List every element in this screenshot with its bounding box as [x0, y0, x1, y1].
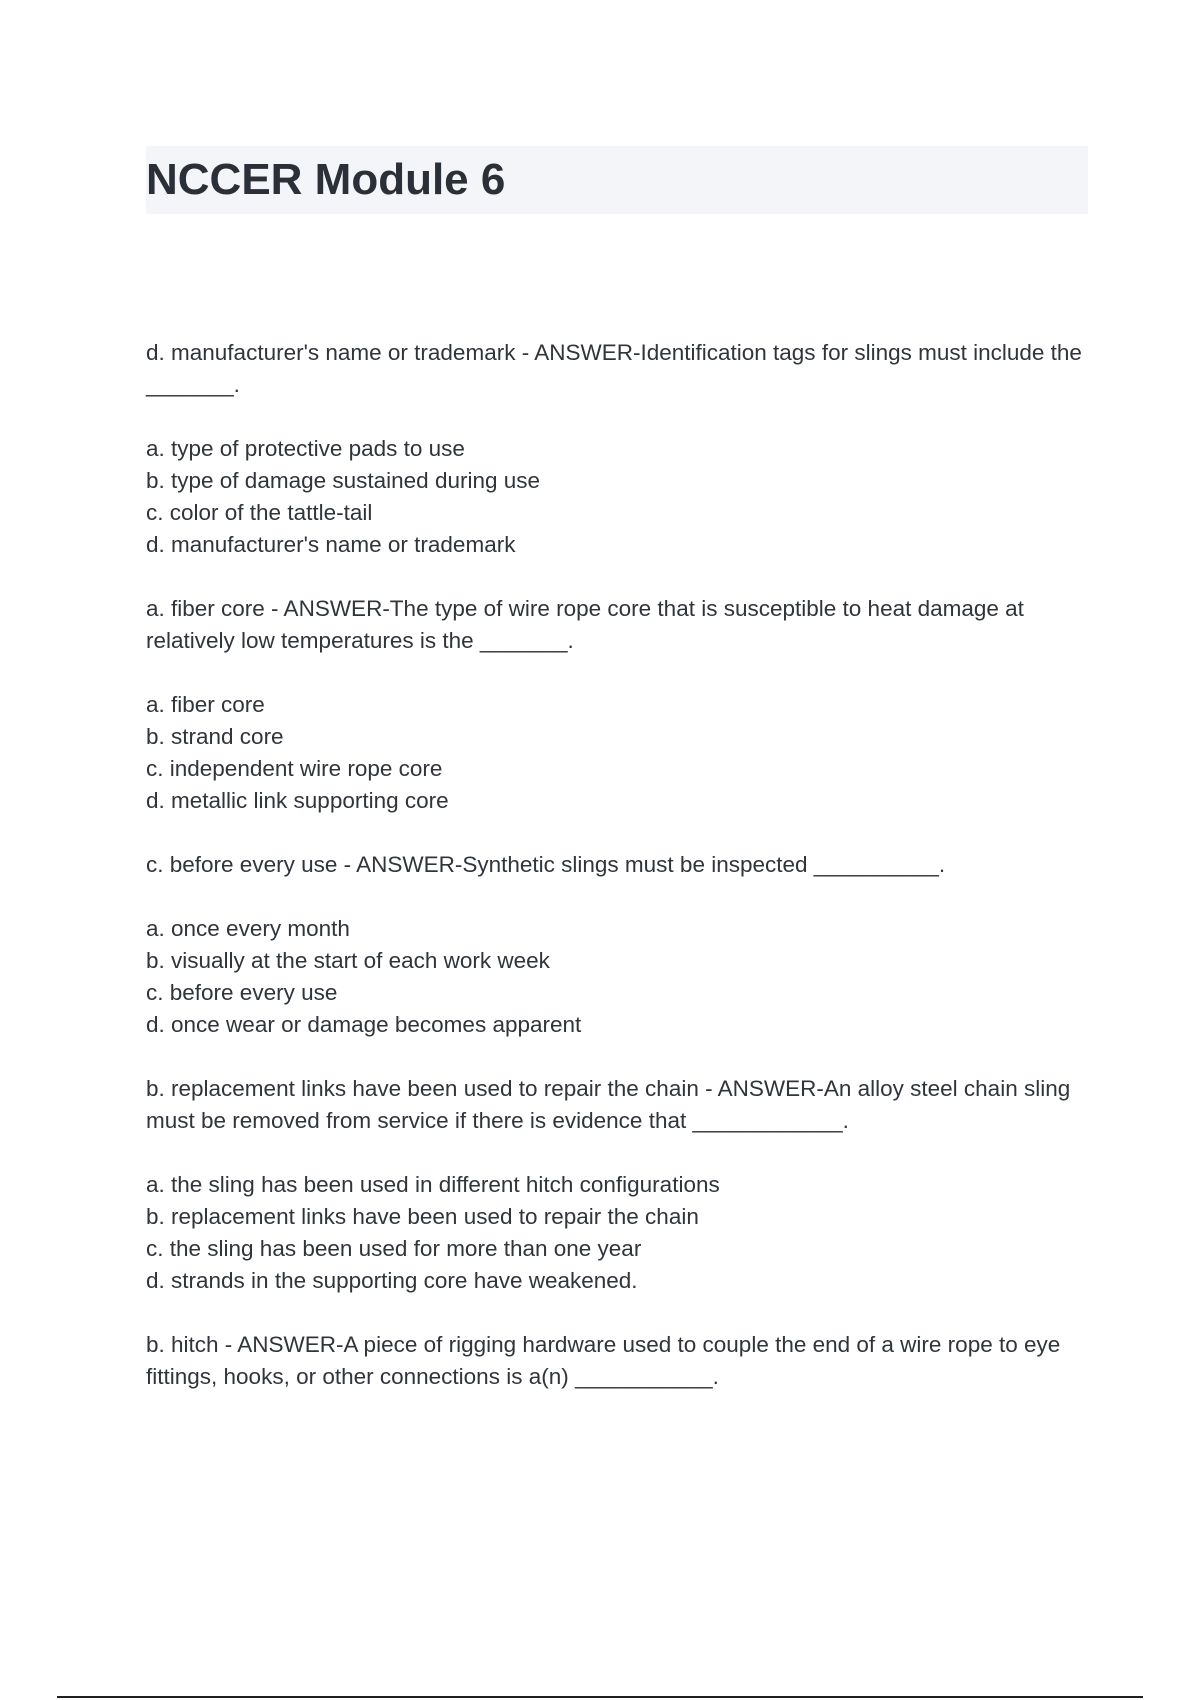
option-item: c. color of the tattle-tail [146, 500, 373, 525]
question-answer-text: a. fiber core - ANSWER-The type of wire rope core that is susceptible to heat damage at relatively low temperatures is the _______. [146, 596, 1024, 653]
question-answer-text: b. replacement links have been used to repair the chain - ANSWER-An alloy steel chain sling must be removed from service if there is evidence that ____________. [146, 1076, 1071, 1133]
option-item: a. type of protective pads to use [146, 436, 465, 461]
option-item: c. independent wire rope core [146, 756, 443, 781]
option-item: a. the sling has been used in different hitch configurations [146, 1172, 720, 1197]
option-list [146, 689, 1096, 817]
option-item: c. the sling has been used for more than one year [146, 1236, 642, 1261]
option-item: b. visually at the start of each work week [146, 948, 550, 973]
question-block [146, 849, 1096, 1041]
footer-divider [57, 1696, 1143, 1698]
question-answer-text: c. before every use - ANSWER-Synthetic slings must be inspected __________. [146, 852, 946, 877]
page-title: NCCER Module 6 [146, 155, 506, 204]
option-item: d. strands in the supporting core have weakened. [146, 1268, 638, 1293]
question-answer-text: b. hitch - ANSWER-A piece of rigging hardware used to couple the end of a wire rope to eye fittings, hooks, or other connections is a(n) ___________. [146, 1332, 1061, 1389]
option-item: c. before every use [146, 980, 338, 1005]
option-list [146, 913, 1096, 1041]
document-body [146, 337, 1096, 1425]
question-block [146, 593, 1096, 817]
option-item: b. strand core [146, 724, 284, 749]
option-item: d. once wear or damage becomes apparent [146, 1012, 582, 1037]
option-item: d. metallic link supporting core [146, 788, 449, 813]
option-item: a. fiber core [146, 692, 265, 717]
title-banner [146, 146, 1088, 214]
option-list [146, 1169, 1096, 1297]
option-item: b. type of damage sustained during use [146, 468, 541, 493]
option-list [146, 433, 1096, 561]
question-block [146, 337, 1096, 561]
question-answer-text: d. manufacturer's name or trademark - ANSWER-Identification tags for slings must include the _______. [146, 340, 1082, 397]
question-block [146, 1073, 1096, 1297]
question-block [146, 1329, 1096, 1393]
option-item: b. replacement links have been used to repair the chain [146, 1204, 699, 1229]
option-item: a. once every month [146, 916, 350, 941]
option-item: d. manufacturer's name or trademark [146, 532, 516, 557]
